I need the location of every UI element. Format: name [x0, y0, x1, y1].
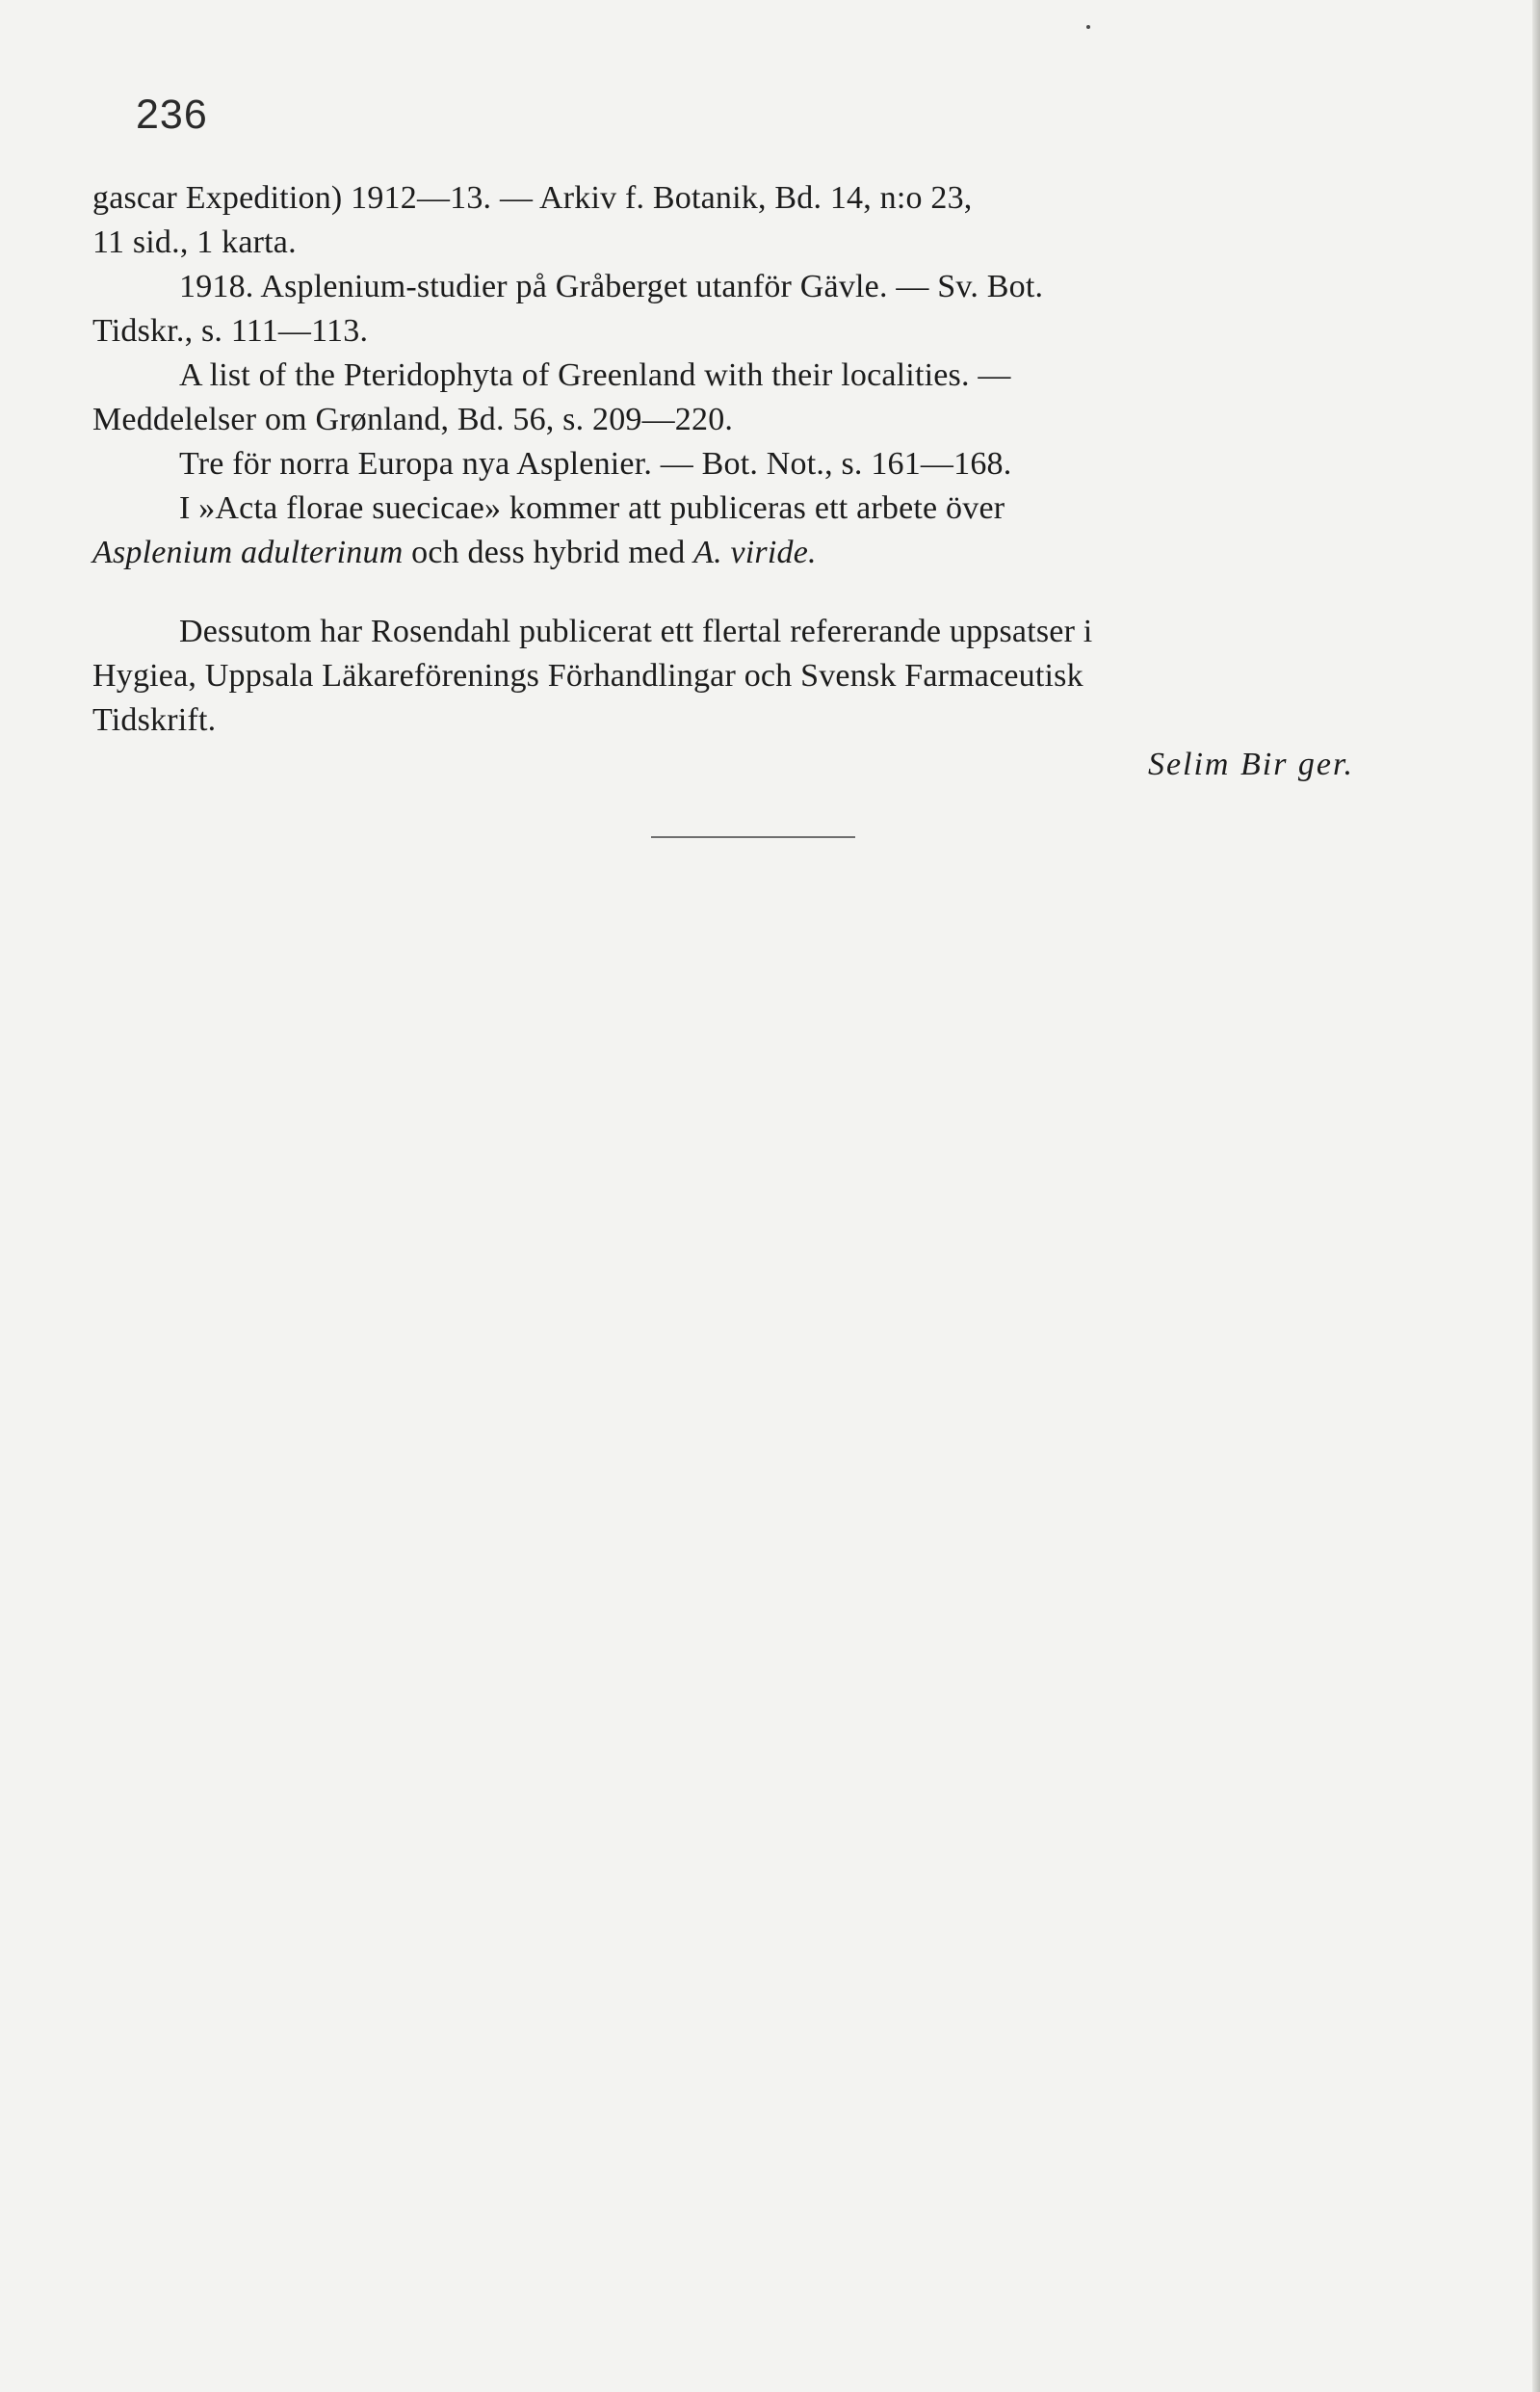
entry-line-text: gascar Expedition) 1912—13. — Arkiv f. Botanik, Bd. 14, n:o 23,: [92, 180, 973, 216]
connector-text: och dess hybrid med: [411, 535, 686, 570]
paragraph-line-3: Tidskrift.: [92, 702, 217, 738]
page-number: 236: [136, 92, 208, 138]
document-body: [92, 176, 1412, 787]
entry-1-line-2: 11 sid., 1 karta.: [92, 224, 297, 260]
species-name-2: A. viride.: [693, 535, 817, 570]
species-name: Asplenium adulterinum: [92, 535, 404, 570]
entry-1-line-1: [92, 176, 1412, 221]
entry-5-line-1: I »Acta florae suecicae» kommer att publiceras ett arbete över: [179, 490, 1005, 526]
entry-2-line-1: 1918. Asplenium-studier på Gråberget utanför Gävle. — Sv. Bot.: [179, 269, 1044, 304]
paragraph-line-2: Hygiea, Uppsala Läkareförenings Förhandlingar och Svensk Farmaceutisk: [92, 658, 1083, 694]
paragraph-gap: [92, 575, 1412, 610]
speck-mark: [1086, 25, 1090, 29]
entry-4-line-1: Tre för norra Europa nya Asplenier. — Bot. Not., s. 161—168.: [179, 446, 1012, 482]
entry-2-line-2: Tidskr., s. 111—113.: [92, 313, 369, 349]
entry-3-line-1: A list of the Pteridophyta of Greenland with their localities. —: [179, 357, 1011, 393]
entry-5-line-2: [92, 531, 1412, 575]
entry-3-line-2: Meddelelser om Grønland, Bd. 56, s. 209—220.: [92, 402, 734, 437]
section-divider-rule: [651, 836, 855, 838]
page-edge-shadow: [1532, 0, 1540, 2392]
paragraph-line-1: Dessutom har Rosendahl publicerat ett flertal refererande uppsatser i: [179, 614, 1093, 649]
author-signature: Selim Bir ger.: [1147, 747, 1354, 782]
